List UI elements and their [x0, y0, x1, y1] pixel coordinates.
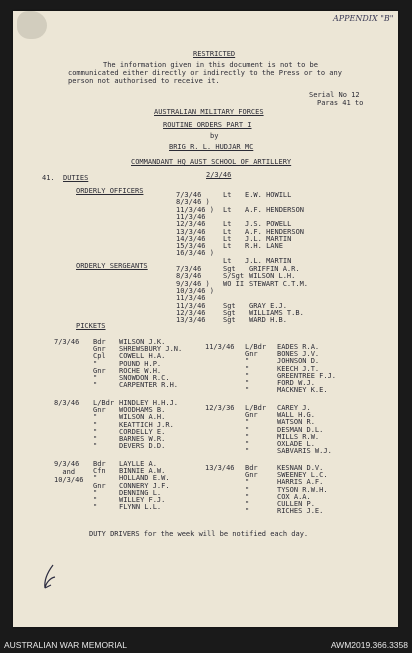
- picket-name: BINNIE A.W.: [119, 467, 166, 476]
- picket-name: JOHNSON D.: [277, 357, 320, 366]
- oo-date: 14/3/46: [176, 234, 206, 243]
- oo-rank: Lt: [223, 220, 232, 229]
- picket-date: 11/3/46: [205, 343, 235, 351]
- picket-name: RICHES J.E.: [277, 507, 324, 516]
- os-date: 9/3/46 ): [176, 279, 210, 288]
- document-page: [13, 11, 398, 627]
- picket-name: COX A.A.: [277, 492, 311, 501]
- picket-name: DEVERS D.D.: [119, 442, 166, 451]
- picket-rank: ": [93, 374, 98, 382]
- os-rank: Sgt: [223, 301, 236, 310]
- handwritten-initial: [41, 563, 59, 591]
- orders-title: ROUTINE ORDERS PART I: [163, 121, 252, 129]
- oo-date: 7/3/46: [176, 191, 202, 199]
- picket-date: 7/3/46: [54, 338, 80, 346]
- oo-date: 15/3/46: [176, 242, 206, 251]
- picket-name: BARNES W.R.: [119, 435, 166, 443]
- picket-rank: ": [245, 485, 250, 494]
- picket-rank: Gnr: [93, 406, 106, 415]
- picket-name: CONNERY J.F.: [119, 481, 170, 490]
- picket-name: FLYNN L.L.: [119, 503, 162, 512]
- picket-date: 8/3/46: [54, 399, 80, 407]
- picket-rank: ": [93, 442, 98, 451]
- picket-date: 9/3/46 and 10/3/46: [54, 460, 84, 484]
- picket-name: CULLEN P.: [277, 500, 315, 508]
- os-date: 11/3/46: [176, 294, 206, 303]
- commander-name: BRIG R. L. HUDJAR MC: [169, 143, 254, 151]
- picket-name: EADES R.A.: [277, 343, 320, 351]
- os-rank: WO II: [223, 279, 245, 288]
- picket-rank: L/Bdr: [93, 399, 115, 407]
- picket-name: WILSON A.H.: [119, 413, 166, 422]
- picket-name: LAYLLE A.: [119, 460, 157, 468]
- oo-rank: Lt: [223, 256, 232, 265]
- picket-rank: Bdr: [93, 338, 106, 346]
- oo-name: R.H. LANE: [245, 242, 283, 251]
- picket-rank: ": [245, 425, 250, 434]
- os-rank: Sgt: [223, 265, 236, 273]
- oo-date: 8/3/46 ): [176, 198, 210, 207]
- oo-name: J.L. MARTIN: [245, 234, 292, 243]
- orderly-officers-heading: ORDERLY OFFICERS: [76, 187, 144, 195]
- picket-name: HOLLAND E.W.: [119, 474, 170, 483]
- picket-rank: ": [245, 492, 250, 501]
- picket-name: WILSON J.K.: [119, 338, 166, 346]
- pickets-heading: PICKETS: [76, 322, 106, 330]
- picket-rank: L/Bdr: [245, 404, 267, 412]
- picket-name: HINDLEY H.H.J.: [119, 399, 179, 407]
- picket-name: CORDELLY E.: [119, 427, 166, 436]
- os-date: 10/3/46 ): [176, 286, 214, 295]
- picket-name: SABVARIS W.J.: [277, 447, 332, 456]
- picket-rank: Gnr: [93, 345, 106, 354]
- picket-rank: Gnr: [245, 350, 258, 359]
- picket-rank: Gnr: [93, 366, 106, 375]
- orderly-sergeants-heading: ORDERLY SERGEANTS: [76, 262, 148, 270]
- notice-line-1: The information given in this document is not to be: [103, 61, 318, 69]
- picket-name: DENNING L.: [119, 488, 162, 497]
- picket-rank: Gnr: [93, 481, 106, 490]
- picket-name: MILLS R.W.: [277, 432, 320, 441]
- picket-rank: ": [93, 496, 98, 504]
- serial-number: Serial No 12: [309, 91, 360, 99]
- picket-rank: Cpl: [93, 352, 106, 361]
- os-date: 11/3/46: [176, 301, 206, 310]
- os-rank: Sgt: [223, 316, 236, 325]
- picket-rank: Gnr: [245, 471, 258, 480]
- section-number: 41.: [42, 174, 55, 182]
- oo-name: A.F. HENDERSON: [245, 227, 305, 236]
- picket-name: GREENTREE F.J.: [277, 371, 337, 380]
- picket-name: DESMAN D.L.: [277, 425, 324, 434]
- oo-rank: Lt: [223, 191, 232, 199]
- os-date: 12/3/46: [176, 308, 206, 317]
- by-text: by: [210, 132, 219, 140]
- picket-rank: ": [93, 427, 98, 436]
- os-rank: Sgt: [223, 308, 236, 317]
- picket-name: WILLEY F.J.: [119, 496, 166, 504]
- oo-date: 16/3/46 ): [176, 249, 214, 258]
- section-title: DUTIES: [63, 174, 89, 182]
- os-name: GRIFFIN A.R.: [249, 265, 300, 273]
- organisation-heading: AUSTRALIAN MILITARY FORCES: [154, 108, 264, 116]
- picket-name: WALL H.G.: [277, 411, 315, 420]
- footer-bar: [0, 638, 412, 653]
- picket-rank: Gnr: [245, 411, 258, 420]
- picket-name: COWELL H.A.: [119, 352, 166, 361]
- oo-rank: Lt: [223, 234, 232, 243]
- picket-name: CAREY J.: [277, 404, 311, 412]
- picket-rank: ": [245, 507, 250, 516]
- paras-range: Paras 41 to: [317, 99, 364, 107]
- picket-rank: Cfn: [93, 467, 106, 476]
- picket-name: SWEENEY L.C.: [277, 471, 328, 480]
- oo-name: J.S. POWELL: [245, 220, 292, 229]
- picket-name: SHREWSBURY J.N.: [119, 345, 183, 354]
- oo-date: 12/3/46: [176, 220, 206, 229]
- picket-name: BONES J.V.: [277, 350, 320, 359]
- oo-rank: Lt: [223, 205, 232, 214]
- picket-rank: ": [245, 418, 250, 427]
- picket-date: 13/3/46: [205, 464, 235, 472]
- picket-name: POUND H.P.: [119, 359, 162, 368]
- picket-name: HARRIS A.F.: [277, 478, 324, 487]
- picket-name: KEATTICH J.R.: [119, 420, 174, 429]
- os-date: 7/3/46: [176, 265, 202, 273]
- closing-note: DUTY DRIVERS for the week will be notified each day.: [89, 530, 309, 538]
- picket-rank: ": [245, 440, 250, 448]
- os-name: GRAY E.J.: [249, 301, 287, 310]
- restricted-heading: RESTRICTED: [193, 50, 236, 58]
- os-rank: S/Sgt: [223, 272, 245, 281]
- oo-name: A.F. HENDERSON: [245, 205, 305, 214]
- picket-rank: ": [245, 357, 250, 366]
- picket-rank: Bdr: [93, 460, 106, 468]
- picket-name: ROCHE W.H.: [119, 366, 162, 375]
- os-date: 13/3/46: [176, 316, 206, 325]
- commandant-line: COMMANDANT HQ AUST SCHOOL OF ARTILLERY: [131, 158, 292, 166]
- picket-name: FORD W.J.: [277, 379, 315, 387]
- picket-name: WOODHAMS B.: [119, 406, 166, 415]
- picket-rank: ": [245, 478, 250, 487]
- picket-rank: ": [245, 364, 250, 373]
- notice-line-2: communicated either directly or indirectly to the Press or to any: [68, 69, 342, 77]
- oo-date: 11/3/46 ): [176, 205, 214, 214]
- picket-date: 12/3/36: [205, 404, 235, 412]
- picket-name: SNOWDON R.C.: [119, 374, 170, 382]
- oo-name: E.W. HOWILL: [245, 191, 292, 199]
- picket-rank: ": [93, 474, 98, 483]
- picket-rank: ": [93, 413, 98, 422]
- picket-rank: ": [245, 379, 250, 387]
- picket-rank: Bdr: [245, 464, 258, 472]
- picket-name: CARPENTER R.H.: [119, 381, 179, 390]
- orders-date: 2/3/46: [206, 171, 232, 179]
- stain-mark: [17, 11, 47, 39]
- oo-rank: Lt: [223, 227, 232, 236]
- picket-rank: ": [245, 386, 250, 395]
- picket-name: MACKNEY K.E.: [277, 386, 328, 395]
- footer-id: AWM2019.366.3358: [330, 640, 408, 650]
- oo-rank: Lt: [223, 242, 232, 251]
- notice-line-3: person not authorised to receive it.: [68, 77, 220, 85]
- picket-rank: ": [93, 420, 98, 429]
- picket-rank: ": [245, 371, 250, 380]
- picket-name: OXLADE L.: [277, 440, 315, 448]
- picket-rank: L/Bdr: [245, 343, 267, 351]
- picket-rank: ": [93, 359, 98, 368]
- oo-date: 13/3/46: [176, 227, 206, 236]
- os-name: WILLIAMS T.B.: [249, 308, 304, 317]
- os-name: WARD H.B.: [249, 316, 287, 325]
- picket-rank: ": [245, 432, 250, 441]
- picket-name: TYSON R.W.H.: [277, 485, 328, 494]
- picket-rank: ": [93, 381, 98, 390]
- os-name: WILSON L.H.: [249, 272, 296, 281]
- picket-rank: ": [245, 500, 250, 508]
- os-date: 8/3/46: [176, 272, 202, 281]
- footer-source: AUSTRALIAN WAR MEMORIAL: [4, 640, 127, 650]
- appendix-annotation: APPENDIX "B": [333, 14, 394, 23]
- picket-name: KESNAN D.V.: [277, 464, 324, 472]
- oo-name: J.L. MARTIN: [245, 256, 292, 265]
- picket-name: KEECH J.T.: [277, 364, 320, 373]
- os-name: STEWART C.T.M.: [249, 279, 309, 288]
- picket-name: WATSON R.: [277, 418, 315, 427]
- picket-rank: ": [93, 503, 98, 512]
- picket-rank: ": [93, 488, 98, 497]
- picket-rank: ": [93, 435, 98, 443]
- oo-date: 11/3/46: [176, 212, 206, 221]
- picket-rank: ": [245, 447, 250, 456]
